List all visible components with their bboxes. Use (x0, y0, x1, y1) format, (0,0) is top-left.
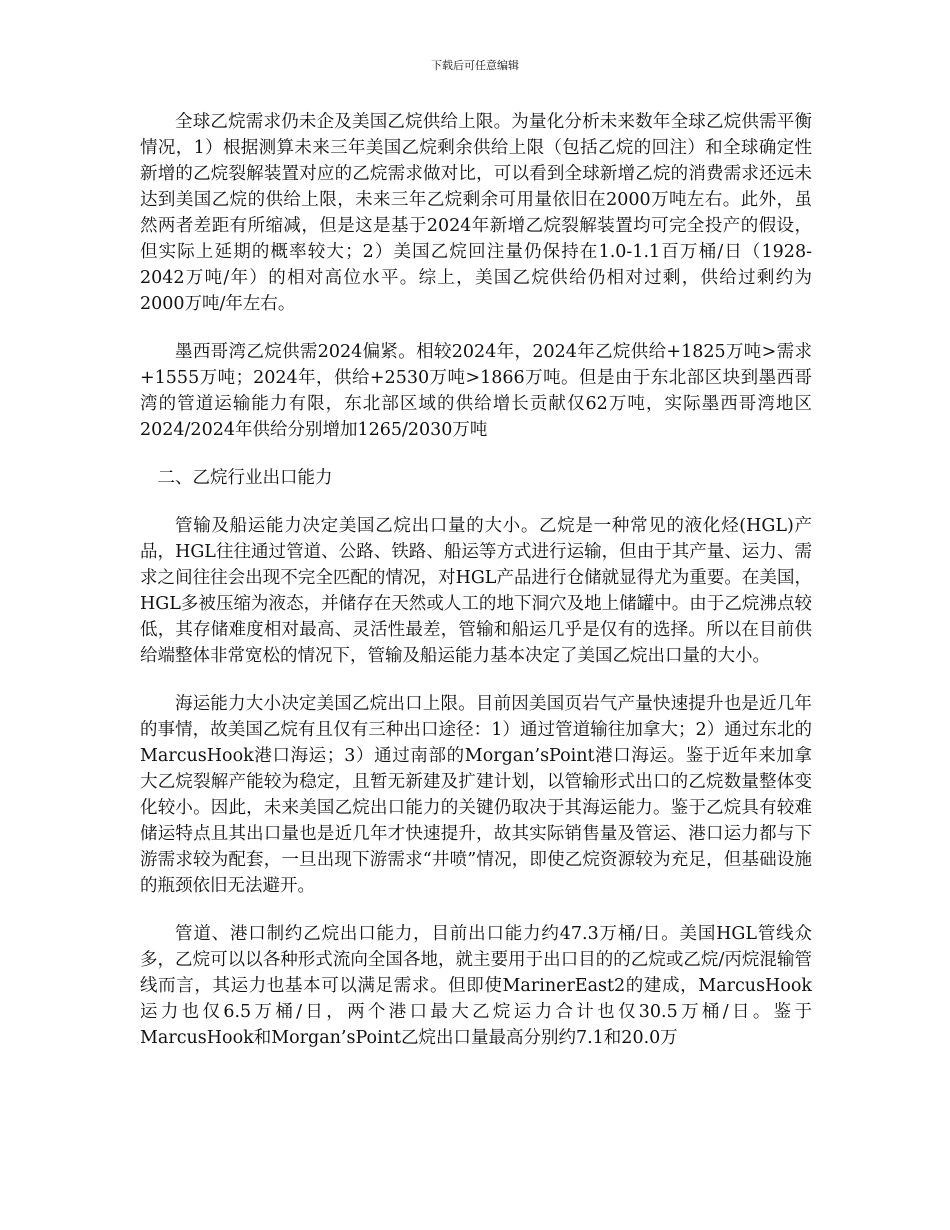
paragraph-gulf-supply: 墨西哥湾乙烷供需2024偏紧。相较2024年，2024年乙烷供给+1825万吨>需求+1555万吨；2024年，供给+2530万吨>1866万吨。但是由于东北部区块到墨西哥湾的管道运输能力有限，东北部区域的供给增长贡献仅62万吨，实际墨西哥湾地区2024/2024年供给分别增加1265/2030万吨 (140, 342, 812, 440)
paragraph-port-constraints: 管道、港口制约乙烷出口能力，目前出口能力约47.3万桶/日。美国HGL管线众多，乙烷可以以各种形式流向全国各地，就主要用于出口目的的乙烷或乙烷/丙烷混输管线而言，其运力也基本可以满足需求。但即使MarinerEast2的建成，MarcusHook运力也仅6.5万桶/日，两个港口最大乙烷运力合计也仅30.5万桶/日。鉴于MarcusHook和Morgan’sPoint乙烷出口量最高分别约7.1和20.0万 (140, 924, 812, 1048)
paragraph-ethane-demand: 全球乙烷需求仍未企及美国乙烷供给上限。为量化分析未来数年全球乙烷供需平衡情况，1）根据测算未来三年美国乙烷剩余供给上限（包括乙烷的回注）和全球确定性新增的乙烷裂解装置对应的乙烷需求做对比，可以看到全球新增乙烷的消费需求还远未达到美国乙烷的供给上限，未来三年乙烷剩余可用量依旧在2000万吨左右。此外，虽然两者差距有所缩减，但是这是基于2024年新增乙烷裂解装置均可完全投产的假设，但实际上延期的概率较大；2）美国乙烷回注量仍保持在1.0-1.1百万桶/日（1928-2042万吨/年）的相对高位水平。综上，美国乙烷供给仍相对过剩，供给过剩约为2000万吨/年左右。 (140, 112, 812, 314)
page-header: 下载后可任意编辑 (431, 59, 519, 72)
section-heading-export-capacity: 二、乙烷行业出口能力 (157, 468, 333, 488)
document-body (140, 109, 812, 1073)
paragraph-pipeline-shipping: 管输及船运能力决定美国乙烷出口量的大小。乙烷是一种常见的液化烃(HGL)产品，HGL往往通过管道、公路、铁路、船运等方式进行运输，但由于其产量、运力、需求之间往往会出现不完全匹配的情况，对HGL产品进行仓储就显得尤为重要。在美国，HGL多被压缩为液态，并储存在天然或人工的地下洞穴及地上储罐中。由于乙烷沸点较低，其存储难度相对最高、灵活性最差，管输和船运几乎是仅有的选择。所以在目前供给端整体非常宽松的情况下，管输及船运能力基本决定了美国乙烷出口量的大小。 (140, 516, 812, 666)
paragraph-sea-transport: 海运能力大小决定美国乙烷出口上限。目前因美国页岩气产量快速提升也是近几年的事情，故美国乙烷有且仅有三种出口途径：1）通过管道输往加拿大；2）通过东北的MarcusHook港口海运；3）通过南部的Morgan’sPoint港口海运。鉴于近年来加拿大乙烷裂解产能较为稳定，且暂无新建及扩建计划，以管输形式出口的乙烷数量整体变化较小。因此，未来美国乙烷出口能力的关键仍取决于其海运能力。鉴于乙烷具有较难储运特点且其出口量也是近几年才快速提升，故其实际销售量及管运、港口运力都与下游需求较为配套，一旦出现下游需求“井喷”情况，即使乙烷资源较为充足，但基础设施的瓶颈依旧无法避开。 (140, 694, 812, 896)
